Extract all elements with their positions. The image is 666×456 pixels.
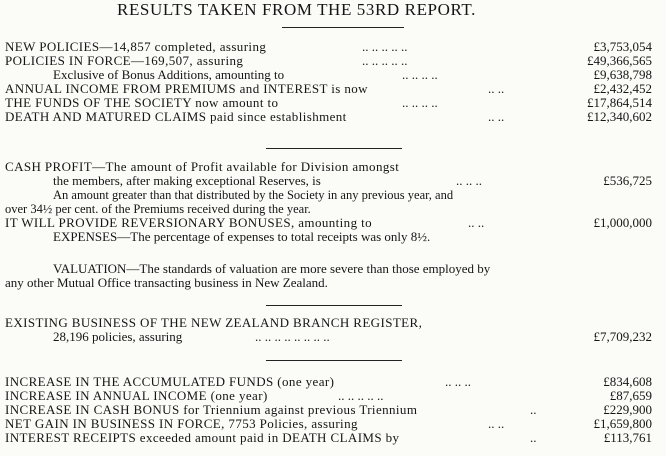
divider: [266, 305, 402, 306]
amount-funds: £17,864,514: [587, 95, 652, 110]
leader-dots: ..: [530, 430, 537, 445]
amount-net-gain: £1,659,800: [593, 416, 652, 431]
leader-dots: .. .. .. .. .. .. .. ..: [255, 329, 330, 344]
amount-interest-receipts: £113,761: [603, 430, 652, 445]
cash-profit-note: An amount greater than that distributed by the Society in any previous year, and: [53, 188, 454, 202]
amount-reversionary: £1,000,000: [593, 215, 652, 230]
leader-dots: ..: [530, 402, 537, 417]
increase-funds: INCREASE IN THE ACCUMULATED FUNDS (one year): [5, 374, 335, 389]
leader-dots: .. ..: [468, 215, 485, 230]
leader-dots: .. .. .. ..: [402, 95, 438, 110]
stat-policies-in-force: POLICIES IN FORCE—169,507, assuring: [5, 53, 244, 68]
leader-dots: .. ..: [488, 416, 505, 431]
leader-dots: .. .. .. ..: [402, 67, 438, 82]
leader-dots: .. .. ..: [456, 173, 482, 188]
stat-funds: THE FUNDS OF THE SOCIETY now amount to: [5, 95, 279, 110]
increase-cash-bonus: INCREASE IN CASH BONUS for Triennium against previous Triennium: [5, 402, 418, 417]
stat-death-claims: DEATH AND MATURED CLAIMS paid since establishment: [5, 109, 347, 124]
amount-increase-funds: £834,608: [603, 374, 652, 389]
amount-increase-cash-bonus: £229,900: [603, 402, 652, 417]
stat-annual-income: ANNUAL INCOME FROM PREMIUMS and INTEREST is now: [5, 81, 368, 96]
existing-business-detail: 28,196 policies, assuring: [53, 329, 183, 344]
amount-bonus-additions: £9,638,798: [593, 67, 652, 82]
divider: [266, 360, 402, 361]
divider: [282, 27, 404, 28]
leader-dots: .. ..: [488, 81, 505, 96]
reversionary-bonuses: IT WILL PROVIDE REVERSIONARY BONUSES, amounting to: [5, 215, 373, 230]
amount-existing-business: £7,709,232: [593, 329, 652, 344]
valuation-cont: any other Mutual Office transacting business in New Zealand.: [5, 275, 328, 290]
leader-dots: .. ..: [488, 109, 505, 124]
leader-dots: .. .. .. .. ..: [338, 388, 384, 403]
net-gain-business: NET GAIN IN BUSINESS IN FORCE, 7753 Policies, assuring: [5, 416, 358, 431]
increase-income: INCREASE IN ANNUAL INCOME (one year): [5, 388, 268, 403]
cash-profit-heading: CASH PROFIT—The amount of Profit available for Division amongst: [5, 159, 400, 174]
leader-dots: .. .. .. .. ..: [362, 53, 408, 68]
interest-receipts: INTEREST RECEIPTS exceeded amount paid in DEATH CLAIMS by: [5, 430, 400, 445]
report-title: RESULTS TAKEN FROM THE 53RD REPORT.: [117, 0, 476, 19]
amount-new-policies: £3,753,054: [593, 39, 652, 54]
divider: [266, 148, 402, 149]
stat-new-policies: NEW POLICIES—14,857 completed, assuring: [5, 39, 267, 54]
amount-annual-income: £2,432,452: [593, 81, 652, 96]
cash-profit-detail: the members, after making exceptional Reserves, is: [53, 173, 321, 188]
amount-cash-profit: £536,725: [603, 173, 652, 188]
existing-business-heading: EXISTING BUSINESS OF THE NEW ZEALAND BRANCH REGISTER,: [5, 315, 423, 330]
amount-policies-in-force: £49,366,565: [587, 53, 652, 68]
cash-profit-note-cont: over 34½ per cent. of the Premiums received during the year.: [5, 202, 311, 216]
expenses-statement: EXPENSES—The percentage of expenses to total receipts was only 8½.: [53, 229, 431, 244]
leader-dots: .. .. .. .. ..: [362, 39, 408, 54]
valuation-heading: VALUATION—The standards of valuation are more severe than those employed by: [53, 261, 491, 276]
stat-bonus-additions: Exclusive of Bonus Additions, amounting to: [53, 67, 285, 82]
leader-dots: .. .. ..: [445, 374, 471, 389]
amount-death-claims: £12,340,602: [587, 109, 652, 124]
amount-increase-income: £87,659: [609, 388, 652, 403]
